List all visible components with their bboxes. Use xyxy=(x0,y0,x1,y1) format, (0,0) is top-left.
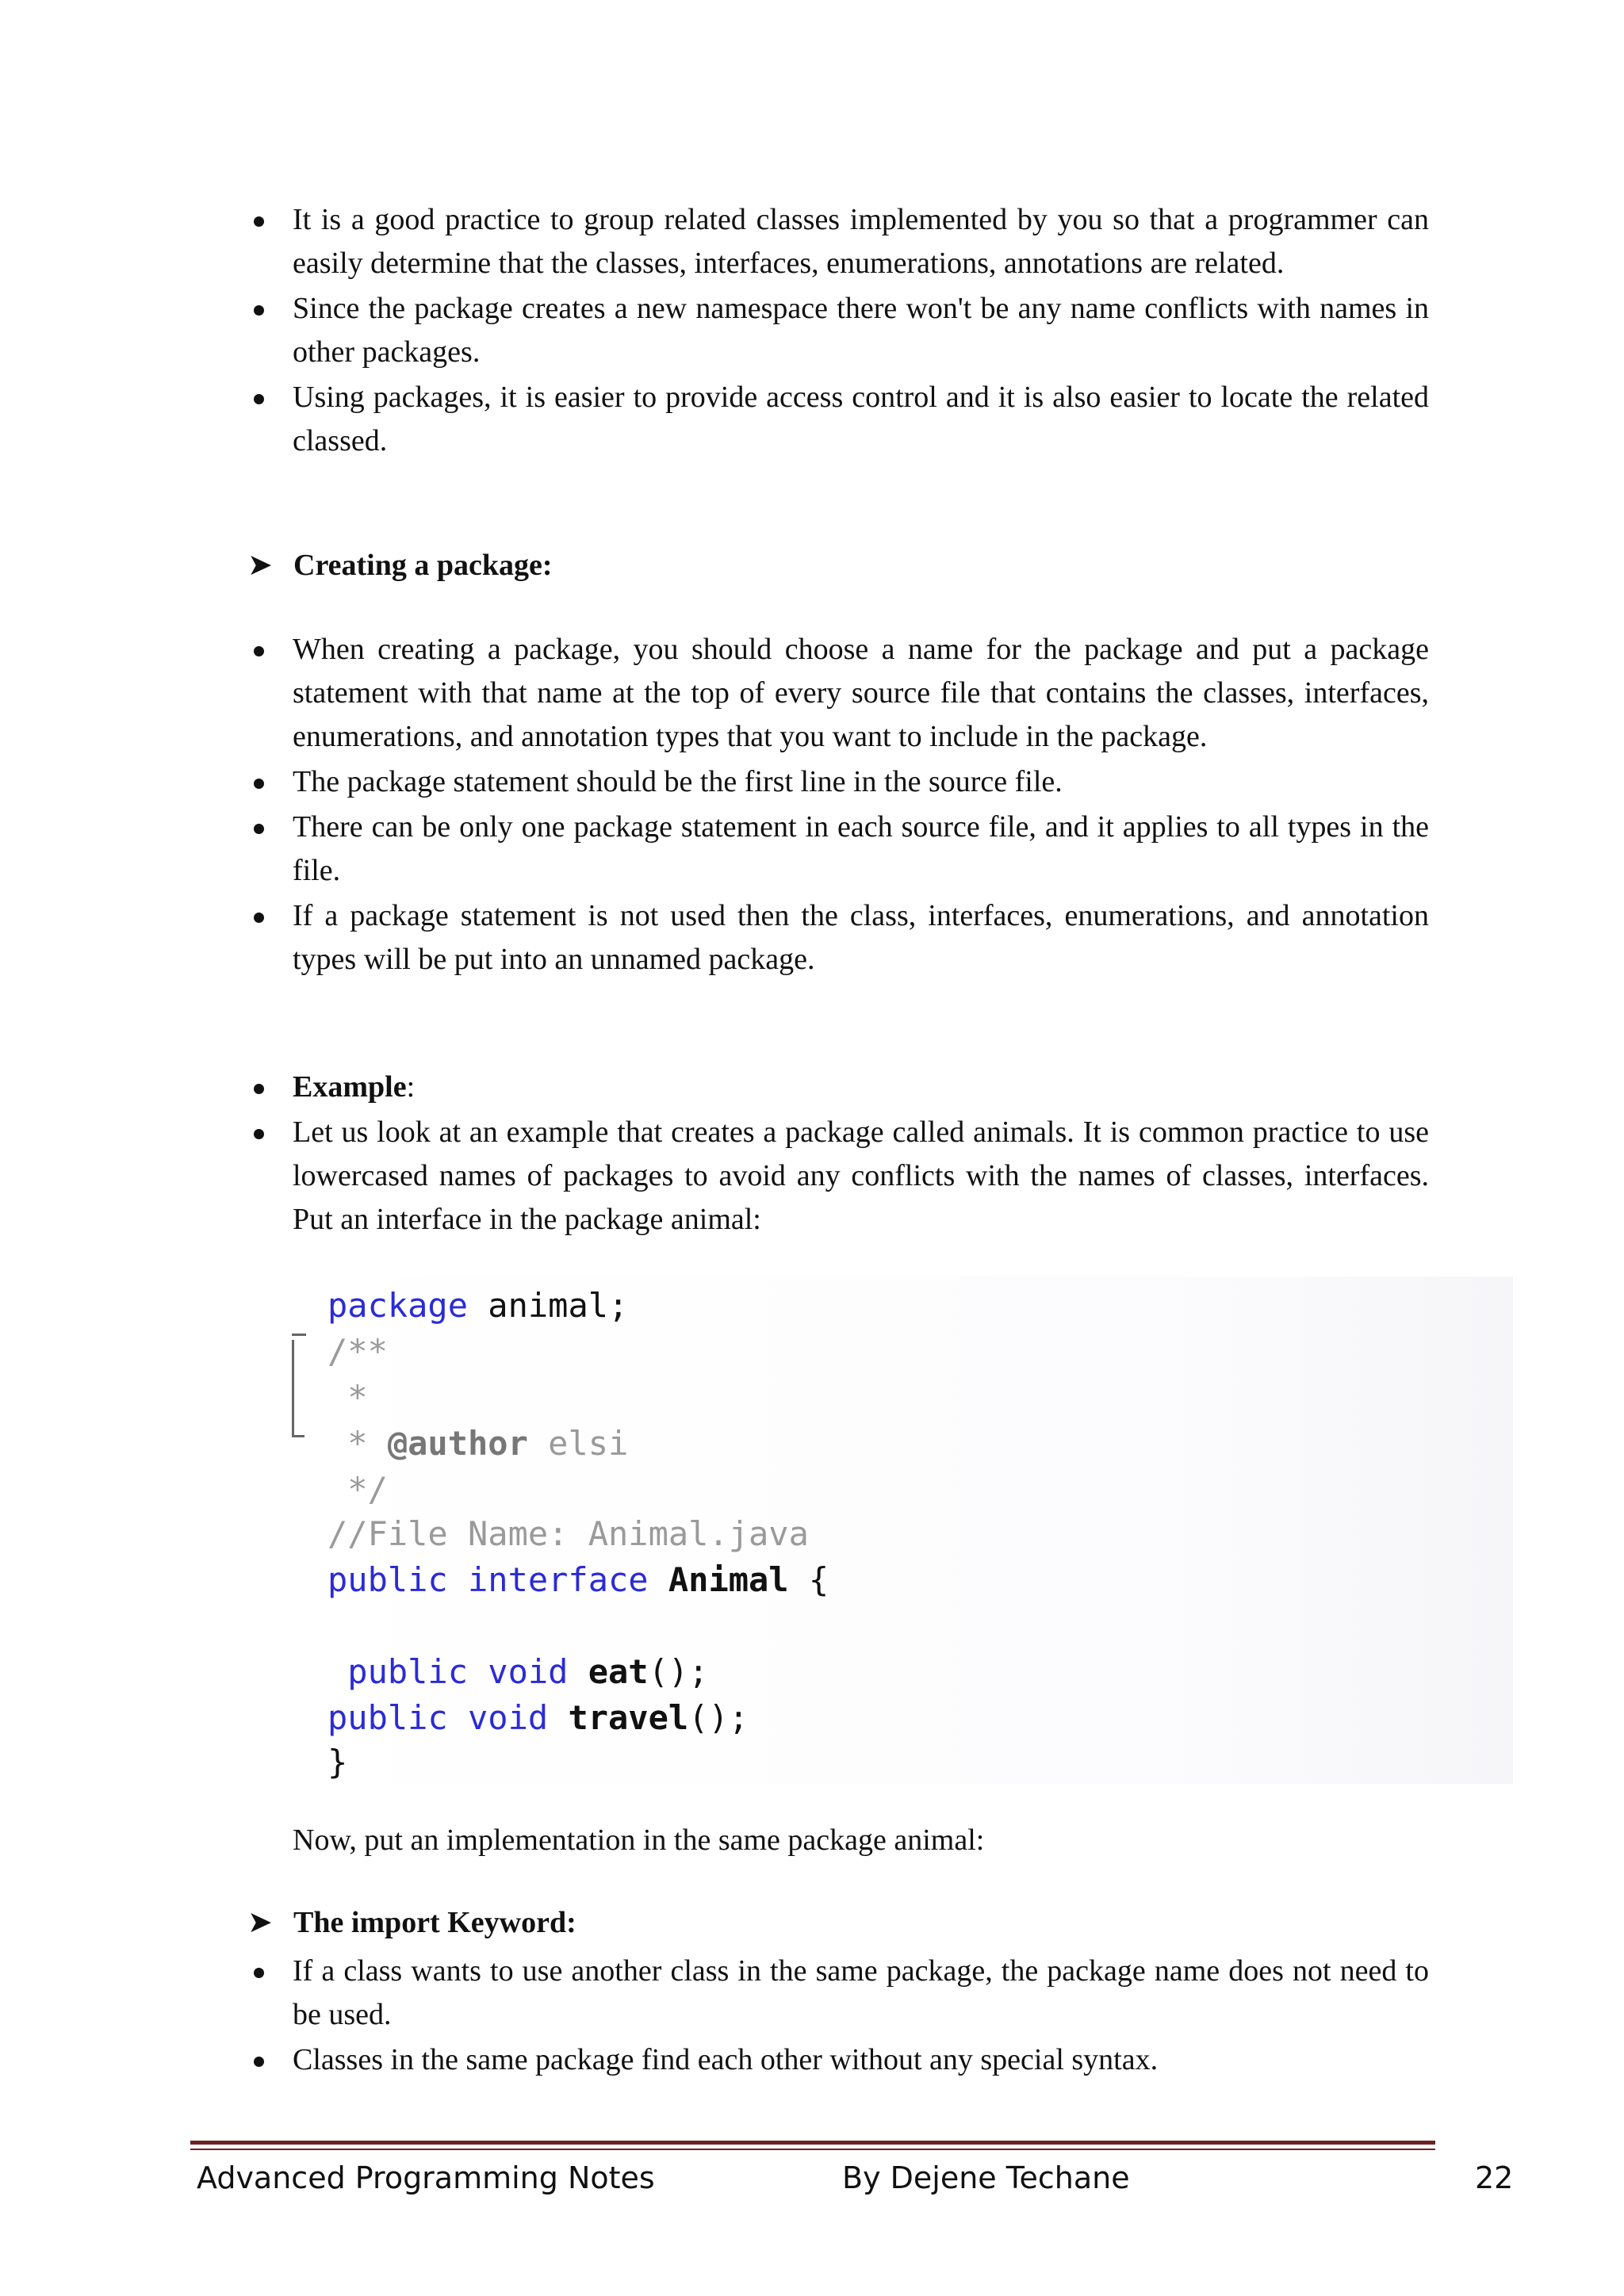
footer-left: Advanced Programming Notes xyxy=(197,2160,655,2195)
creating-bullet-list xyxy=(246,628,1429,983)
list-item: If a package statement is not used then the class, interfaces, enumerations, and annotation types will be put into an unnamed package. xyxy=(246,894,1429,982)
bullet-icon xyxy=(254,305,264,316)
bullet-icon xyxy=(254,779,264,789)
code-line: } xyxy=(327,1743,348,1781)
list-item: It is a good practice to group related classes implemented by you so that a programmer can easily determine that the classes, interfaces, enumerations, annotations are related. xyxy=(246,198,1429,285)
bullet-icon xyxy=(254,216,264,227)
section-heading-import-keyword: ➤ The import Keyword: xyxy=(246,1901,576,1945)
list-item: Classes in the same package find each other without any special syntax. xyxy=(246,2038,1429,2082)
bullet-icon xyxy=(254,394,264,404)
code-line: public void travel(); xyxy=(327,1698,749,1737)
code-line: //File Name: Animal.java xyxy=(327,1514,809,1553)
implementation-note: Now, put an implementation in the same package animal: xyxy=(293,1823,985,1857)
code-line: public void eat(); xyxy=(327,1652,709,1691)
list-item: Example: xyxy=(246,1066,1429,1109)
footer-rule-thin xyxy=(190,2149,1435,2150)
arrow-bullet-icon: ➤ xyxy=(247,1906,273,1939)
list-item: There can be only one package statement in each source file, and it applies to all types in the file. xyxy=(246,806,1429,893)
section-heading-creating-package: ➤ Creating a package: xyxy=(246,544,553,587)
bullet-icon xyxy=(254,824,264,834)
code-line: public interface Animal { xyxy=(327,1560,829,1599)
code-fold-bracket xyxy=(292,1340,307,1435)
bullet-icon xyxy=(254,913,264,923)
code-line: */ xyxy=(327,1470,388,1509)
list-item: When creating a package, you should choose a name for the package and put a package statement with that name at the top of every source file that contains the classes, interfaces, enumerations, and annotation types that you want to include in the package. xyxy=(246,628,1429,759)
bullet-icon xyxy=(254,2057,264,2067)
import-bullet-list xyxy=(246,1950,1429,2084)
code-fold-end xyxy=(292,1435,304,1437)
code-line: * xyxy=(327,1378,368,1417)
code-line: package animal; xyxy=(327,1286,629,1325)
example-bullet-list xyxy=(246,1066,1429,1243)
code-line: /** xyxy=(327,1332,388,1371)
page-number: 22 xyxy=(1475,2160,1514,2195)
list-item: Let us look at an example that creates a package called animals. It is common practice to use lowercased names of packages to avoid any conflicts with the names of classes, interfaces. Put an interface in the package animal: xyxy=(246,1111,1429,1242)
footer-rule xyxy=(190,2141,1435,2145)
arrow-bullet-icon: ➤ xyxy=(247,549,273,582)
intro-bullet-list xyxy=(246,198,1429,465)
bullet-icon xyxy=(254,1129,264,1139)
list-item: Using packages, it is easier to provide access control and it is also easier to locate the related classed. xyxy=(246,376,1429,463)
code-fold-icon xyxy=(292,1334,306,1336)
example-label: Example xyxy=(293,1070,407,1104)
footer-author: By Dejene Techane xyxy=(842,2160,1130,2195)
code-snippet xyxy=(292,1276,1513,1784)
bullet-icon xyxy=(254,1084,264,1094)
code-line: * @author elsi xyxy=(327,1424,629,1463)
list-item: If a class wants to use another class in the same package, the package name does not need to be used. xyxy=(246,1950,1429,2037)
list-item: The package statement should be the first line in the source file. xyxy=(246,760,1429,804)
bullet-icon xyxy=(254,646,264,656)
list-item: Since the package creates a new namespace there won't be any name conflicts with names in other packages. xyxy=(246,287,1429,374)
bullet-icon xyxy=(254,1968,264,1978)
